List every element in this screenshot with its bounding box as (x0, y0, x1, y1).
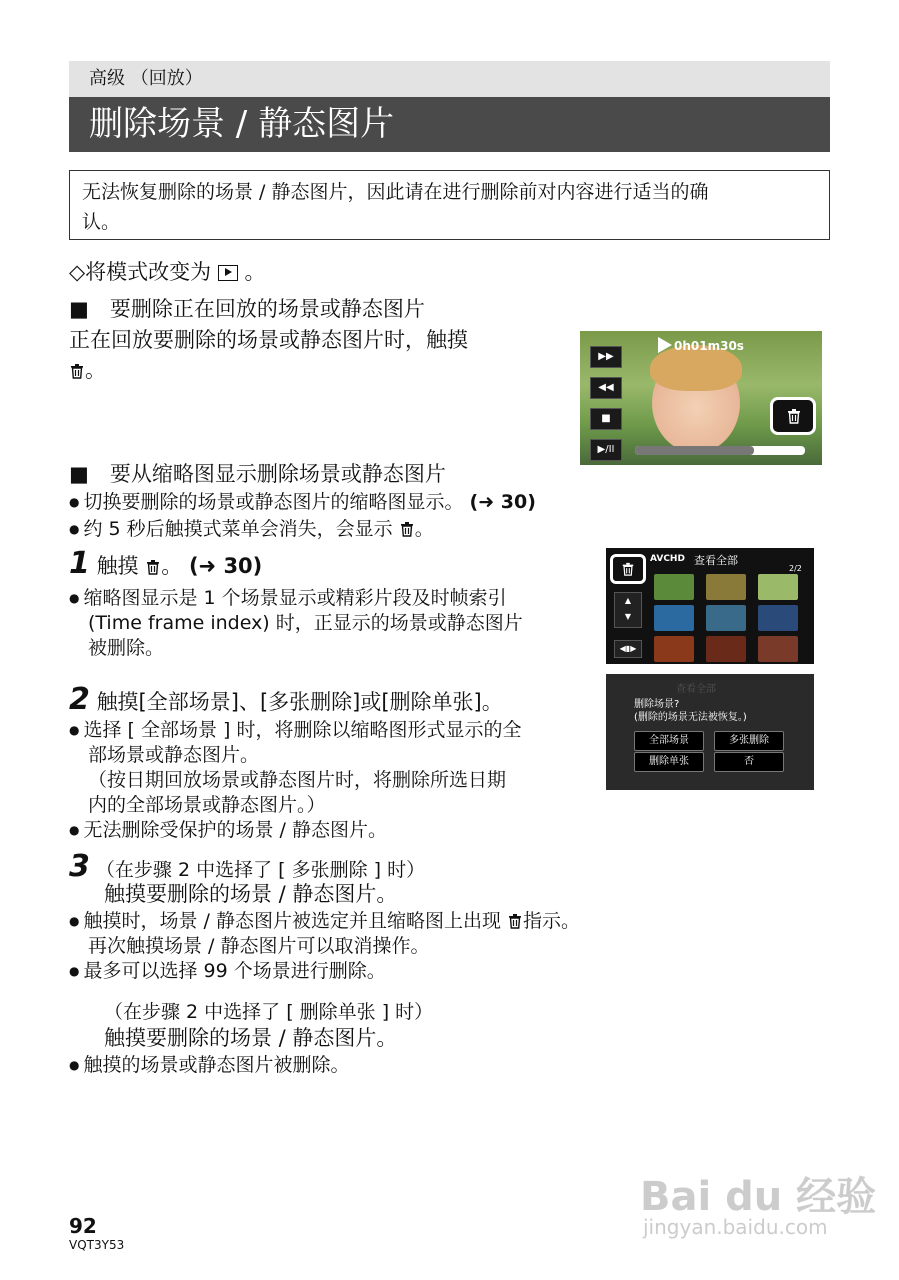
thumbnail[interactable] (758, 574, 798, 600)
thumbnail[interactable] (654, 574, 694, 600)
thumbnail-bullet-1-text: ● 切换要删除的场景或静态图片的缩略图显示。 (69, 491, 464, 513)
watermark-logo: Bai du 经验 (640, 1174, 877, 1220)
playback-mode-icon (218, 265, 238, 281)
step-2-bullet-1-line-1 (69, 717, 521, 745)
thumbnail[interactable] (654, 605, 694, 631)
thumbnail[interactable] (706, 605, 746, 631)
step-1-bullet-line-2: (Time frame index) 时，正显示的场景或静态图片 (88, 612, 523, 634)
format-label: AVCHD (650, 554, 685, 564)
single-delete-button[interactable]: 删除单张 (634, 752, 704, 772)
trash-icon (145, 559, 161, 575)
thumbnail[interactable] (654, 636, 694, 662)
trash-icon (69, 363, 85, 379)
step-3-title-b: 触摸要删除的场景 / 静态图片。 (104, 1026, 398, 1050)
thumbs-header: 查看全部 (694, 554, 738, 567)
step-3-title-a: 触摸要删除的场景 / 静态图片。 (104, 882, 398, 906)
playback-body-2 (69, 356, 106, 384)
step-2-title (69, 682, 503, 717)
step-3-number: 3 (69, 849, 90, 884)
playback-progress-bar[interactable] (635, 446, 805, 455)
view-switch-button[interactable]: ◀▮▶ (614, 640, 642, 658)
dialog-question-line-2: (删除的场景无法被恢复。) (634, 712, 747, 723)
delete-button[interactable] (770, 397, 816, 435)
playback-body-1: 正在回放要删除的场景或静态图片时，触摸 (69, 328, 468, 352)
mode-suffix: 。 (244, 260, 266, 284)
scroll-buttons[interactable]: ▲ ▼ (614, 592, 642, 628)
step-2-bullet-1-line-2: 部场景或静态图片。 (88, 744, 260, 766)
stop-button[interactable]: ■ (590, 408, 622, 430)
step-2-note-line-1: （按日期回放场景或静态图片时，将删除所选日期 (88, 769, 507, 791)
trash-icon (399, 521, 415, 537)
play-pause-button[interactable]: ▶/II (590, 439, 622, 461)
step-3-condition-a (69, 849, 426, 884)
playback-body-suffix: 。 (85, 358, 106, 382)
step-1-bullet-line-3: 被删除。 (88, 637, 165, 659)
step-2-bullet-2 (69, 817, 387, 845)
step-3-bullet-a1 (69, 908, 580, 936)
thumbnail[interactable] (706, 636, 746, 662)
step-2-title-text: 触摸[全部场景]、[多张删除]或[删除单张]。 (96, 690, 503, 714)
dialog-bg-label: 查看全部 (676, 684, 716, 695)
delete-dialog-screen (606, 674, 814, 790)
step-1-bullet-text-1: ● 缩略图显示是 1 个场景显示或精彩片段及时帧索引 (69, 587, 507, 609)
step-3-bullet-a1-line-2: 再次触摸场景 / 静态图片可以取消操作。 (88, 935, 430, 957)
delete-button[interactable] (610, 554, 646, 584)
step-1-title-suffix: 。 (161, 554, 183, 578)
dialog-question-line-1: 删除场景? (634, 699, 680, 710)
step-1-bullet-line-1 (69, 585, 507, 613)
rewind-button[interactable]: ◀◀ (590, 377, 622, 399)
step-2-bullet-2-text: ● 无法删除受保护的场景 / 静态图片。 (69, 819, 387, 841)
thumbs-page: 2/2 (789, 564, 802, 573)
multi-delete-button[interactable]: 多张删除 (714, 731, 784, 751)
step-1-title-text: 触摸 (96, 554, 139, 578)
warning-box (69, 170, 830, 240)
play-indicator-icon (658, 337, 672, 353)
thumbnail[interactable] (706, 574, 746, 600)
thumbnail[interactable] (758, 636, 798, 662)
mode-prefix: ◇将模式改变为 (69, 260, 212, 284)
no-button[interactable]: 否 (714, 752, 784, 772)
step-3-condition-b: （在步骤 2 中选择了 [ 删除单张 ] 时） (104, 1001, 434, 1023)
dialog-question (634, 698, 747, 724)
step-3-condition-a-text: （在步骤 2 中选择了 [ 多张删除 ] 时） (95, 859, 426, 881)
thumbnail[interactable] (758, 605, 798, 631)
thumbnail-bullet-1 (69, 489, 536, 517)
fast-forward-button[interactable]: ▶▶ (590, 346, 622, 368)
step-2-bullet-1-text: ● 选择 [ 全部场景 ] 时，将删除以缩略图形式显示的全 (69, 719, 521, 741)
thumbnail-heading: ■ 要从缩略图显示删除场景或静态图片 (69, 462, 446, 486)
watermark-url: jingyan.baidu.com (643, 1215, 828, 1239)
trash-icon (621, 562, 635, 576)
doc-code: VQT3Y53 (69, 1238, 125, 1252)
page-number: 92 (69, 1214, 97, 1238)
step-3-bullet-a1-suffix: 指示。 (523, 910, 581, 932)
step-2-note-line-2: 内的全部场景或静态图片。） (88, 794, 326, 816)
thumbnail-bullet-2-suffix: 。 (414, 518, 434, 540)
step-3-bullet-b1-text: ● 触摸的场景或静态图片被删除。 (69, 1054, 350, 1076)
page-title: 删除场景 / 静态图片 (69, 97, 830, 152)
playback-heading: ■ 要删除正在回放的场景或静态图片 (69, 297, 425, 321)
step-3-bullet-a1-text: ● 触摸时，场景 / 静态图片被选定并且缩略图上出现 (69, 910, 501, 932)
section-header: 高级 （回放） (69, 61, 830, 97)
playback-time-text: 0h01m30s (674, 339, 744, 353)
warning-line-1: 无法恢复删除的场景 / 静态图片，因此请在进行删除前对内容进行适当的确 (82, 181, 709, 203)
thumbnail-bullet-2 (69, 516, 434, 544)
trash-icon (786, 408, 802, 424)
playback-progress-fill (635, 446, 754, 455)
thumbnail-bullet-2-text: ● 约 5 秒后触摸式菜单会消失，会显示 (69, 518, 393, 540)
warning-line-2: 认。 (82, 211, 121, 233)
step-3-bullet-b1 (69, 1052, 350, 1080)
step-1-ref: (➜ 30) (188, 554, 263, 578)
all-scenes-button[interactable]: 全部场景 (634, 731, 704, 751)
playback-time (658, 337, 744, 353)
thumbnail-bullet-1-ref: (➜ 30) (469, 491, 536, 513)
playback-screen (580, 331, 822, 465)
step-3-bullet-a2-text: ● 最多可以选择 99 个场景进行删除。 (69, 960, 386, 982)
step-1-title (69, 546, 263, 581)
step-3-bullet-a2 (69, 958, 386, 986)
step-2-number: 2 (69, 682, 90, 717)
thumbnail-screen (606, 548, 814, 664)
mode-instruction (69, 258, 266, 286)
step-1-number: 1 (69, 546, 90, 581)
trash-icon (507, 913, 523, 929)
